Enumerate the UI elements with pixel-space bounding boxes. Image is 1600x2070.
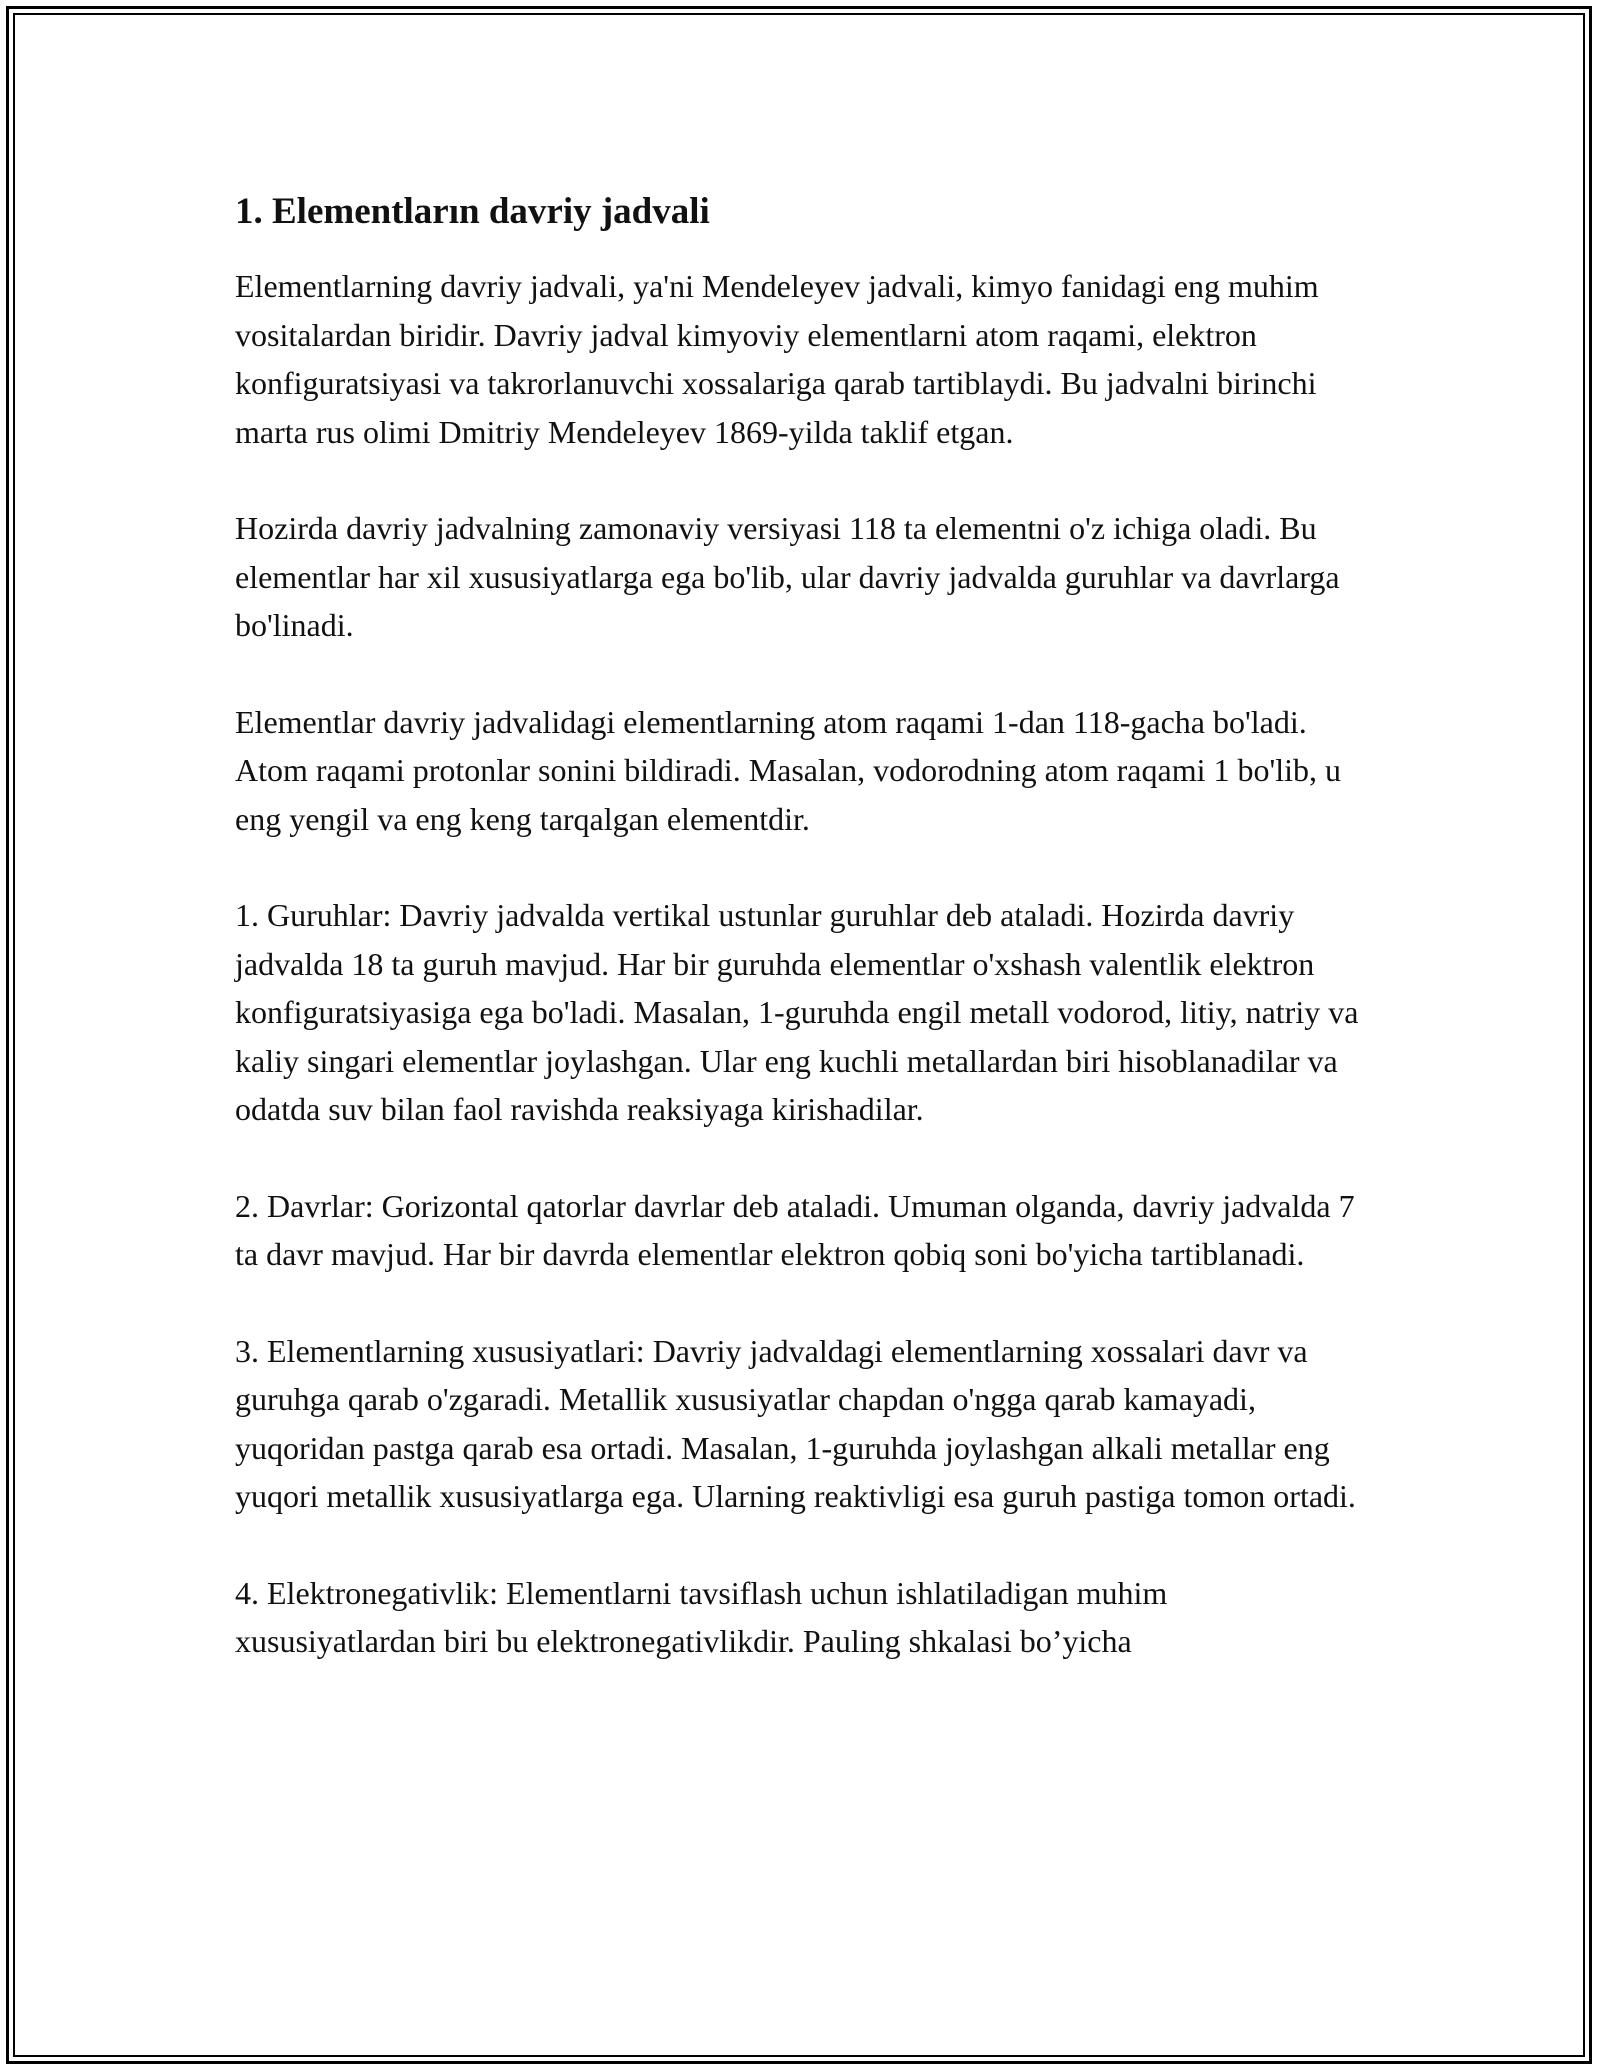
paragraph-periods: 2. Davrlar: Gorizontal qatorlar davrlar deb ataladi. Umuman olganda, davriy jadvalda 7 ta davr mavjud. Har bir davrda elementlar elektron qobiq soni bo'yicha tartiblanadi. — [235, 1187, 1355, 1272]
document-title: 1. Elementların davriy jadvali — [235, 191, 710, 232]
document-body — [235, 188, 1375, 1714]
paragraph-modern-version: Hozirda davriy jadvalning zamonaviy versiyasi 118 ta elementni o'z ichiga oladi. Bu elementlar har xil xususiyatlarga ega bo'lib, ular davriy jadvalda guruhlar va davrlarga bo'linadi. — [235, 510, 1340, 643]
paragraph-atomic-number: Elementlar davriy jadvalidagi elementlarning atom raqami 1-dan 118-gacha bo'ladi. Atom raqami protonlar sonini bildiradi. Masalan, vodorodning atom raqami 1 bo'lib, u eng yengil va eng keng tarqalgan elementdir. — [235, 703, 1342, 837]
paragraph-intro: Elementlarning davriy jadvali, ya'ni Mendeleyev jadvali, kimyo fanidagi eng muhim vositalardan biridir. Davriy jadval kimyoviy elementlarni atom raqami, elektron konfiguratsiyasi va takrorlanuvchi xossalariga qarab tartiblaydi. Bu jadvalni birinchi marta rus olimi Dmitriy Mendeleyev 1869-yilda taklif etgan. — [235, 268, 1319, 450]
paragraph-properties: 3. Elementlarning xususiyatlari: Davriy jadvaldagi elementlarning xossalari davr va guruhga qarab o'zgaradi. Metallik xususiyatlar chapdan o'ngga qarab kamayadi, yuqoridan pastga qarab esa ortadi. Masalan, 1-guruhda joylashgan alkali metallar eng yuqori metallik xususiyatlarga ega. Ularning reaktivligi esa guruh pastiga tomon ortadi. — [235, 1332, 1356, 1514]
paragraph-groups: 1. Guruhlar: Davriy jadvalda vertikal ustunlar guruhlar deb ataladi. Hozirda davriy jadvalda 18 ta guruh mavjud. Har bir guruhda elementlar o'xshash valentlik elektron konfiguratsiyasiga ega bo'ladi. Masalan, 1-guruhda engil metall vodorod, litiy, natriy va kaliy singari elementlar joylashgan. Ular eng kuchli metallardan biri hisoblanadilar va odatda suv bilan faol ravishda reaksiyaga kirishadilar. — [235, 897, 1359, 1127]
paragraph-electronegativity: 4. Elektronegativlik: Elementlarni tavsiflash uchun ishlatiladigan muhim xususiyatlardan biri bu elektronegativlikdir. Pauling shkalasi bo’yicha — [235, 1574, 1168, 1659]
